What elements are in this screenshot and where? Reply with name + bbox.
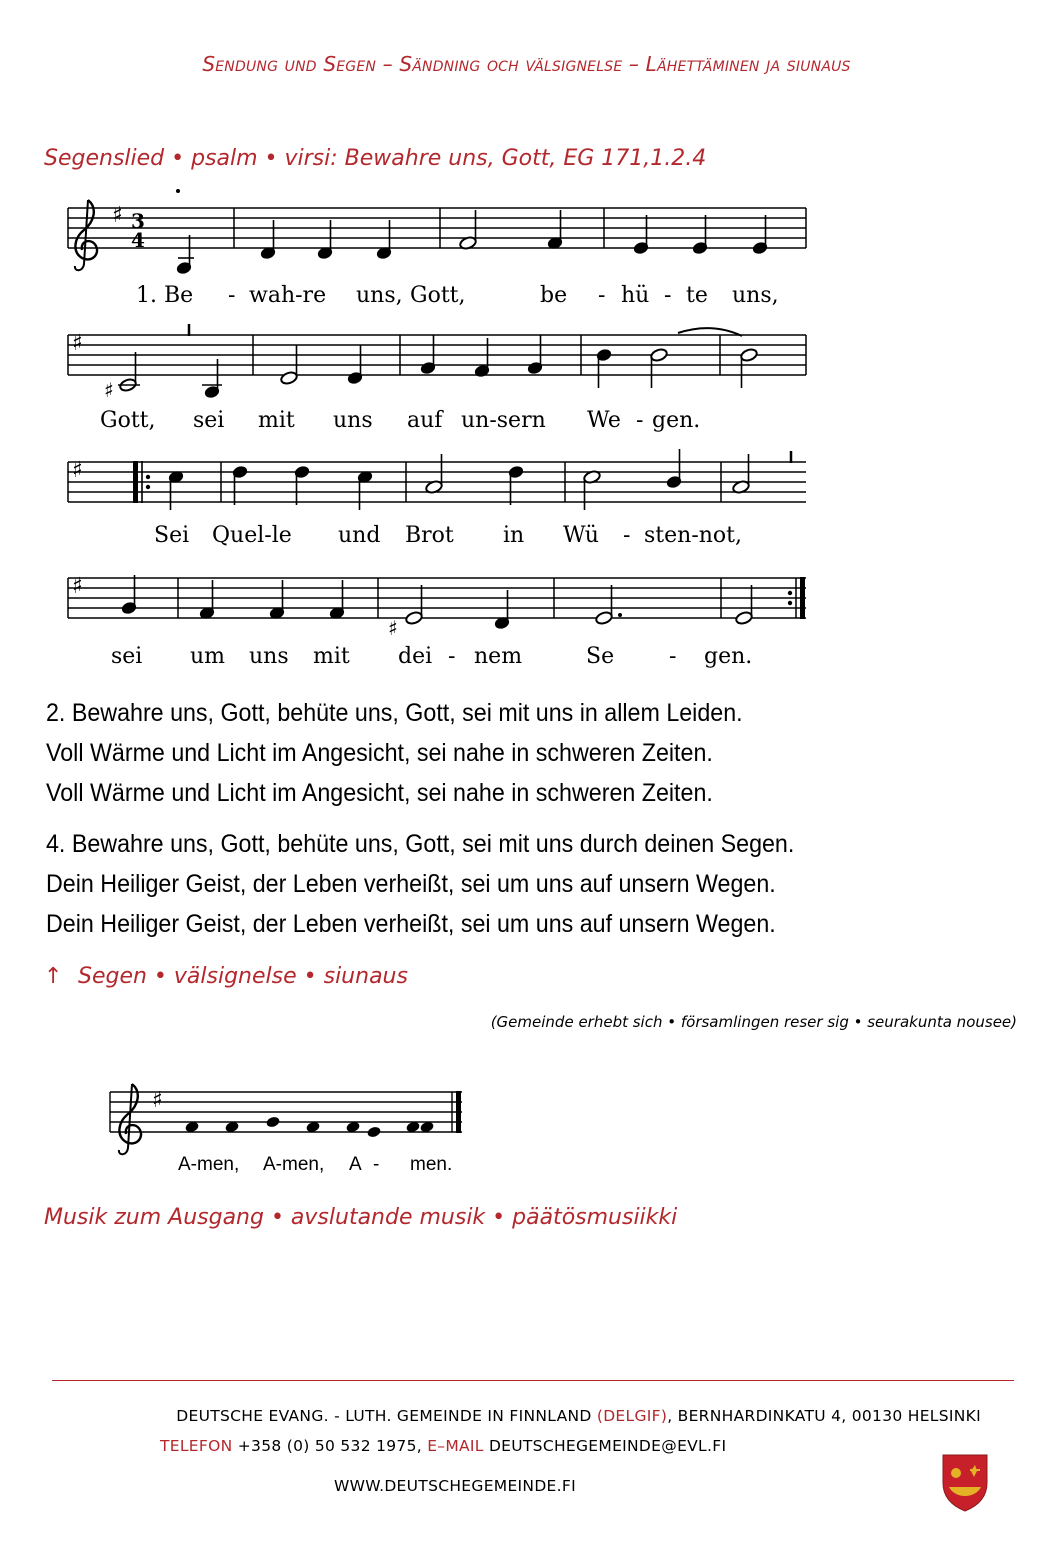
org-name: DEUTSCHE EVANG. - LUTH. GEMEINDE IN FINNLAND — [176, 1407, 597, 1425]
footer-contact — [160, 1437, 726, 1455]
page-header: Sendung und Segen – Sändning och välsignelse – Lähettäminen ja siunaus — [202, 52, 851, 76]
lyric-syllable: gen. — [704, 644, 753, 669]
staff-system-2 — [68, 324, 806, 433]
amen-score — [0, 1060, 520, 1180]
staff-system-4 — [68, 574, 806, 669]
lyric-syllable: wah-re — [249, 283, 327, 308]
sharp-icon: ♯ — [112, 203, 123, 228]
email-address[interactable]: DEUTSCHEGEMEINDE@EVL.FI — [483, 1437, 727, 1455]
time-sig-top: 3 — [131, 209, 145, 233]
repeat-bar — [133, 461, 138, 503]
lyric-syllable: te — [686, 283, 708, 308]
lyric-syllable: und — [338, 523, 381, 548]
lyric-syllable: gen. — [652, 408, 701, 433]
treble-clef-icon — [119, 1084, 141, 1154]
footer-divider — [52, 1380, 1014, 1381]
verse-4 — [46, 824, 794, 944]
lyric-syllable: nem — [474, 644, 523, 669]
lyric-hyphen: - — [636, 408, 644, 433]
lyric-hyphen: - — [669, 644, 677, 669]
verse-line: 2. Bewahre uns, Gott, behüte uns, Gott, sei mit uns in allem Leiden. — [46, 699, 743, 727]
org-abbr: (DELGIF) — [596, 1407, 668, 1425]
blessing-heading: Segen • välsignelse • siunaus — [78, 964, 408, 989]
lyric-hyphen: - — [228, 283, 236, 308]
lyric-syllable: We — [587, 408, 621, 433]
stand-up-arrow-icon: ↑ — [44, 964, 63, 989]
sharp-icon: ♯ — [104, 378, 114, 402]
lyric-syllable: mit — [258, 408, 295, 433]
blessing-rubric: (Gemeinde erhebt sich • församlingen reser sig • seurakunta nousee) — [490, 1013, 1017, 1031]
lyric-syllable: Gott, — [410, 283, 466, 308]
lyric-syllable: sten-not, — [644, 523, 743, 548]
lyric-hyphen: - — [664, 283, 672, 308]
lyric-hyphen: - — [598, 283, 606, 308]
lyric-syllable: A — [349, 1154, 362, 1175]
verse-2 — [46, 693, 743, 813]
verse-line: Dein Heiliger Geist, der Leben verheißt, sei um uns auf unsern Wegen. — [46, 870, 776, 898]
phone-number: +358 (0) 50 532 1975, — [232, 1437, 428, 1455]
final-bar — [456, 1091, 461, 1133]
lyric-syllable: Wü — [563, 523, 599, 548]
lyric-syllable: be — [540, 283, 568, 308]
lyric-hyphen: - — [448, 644, 456, 669]
lyric-syllable: 1. Be — [136, 283, 194, 308]
final-bar — [800, 577, 805, 619]
note — [265, 1115, 280, 1128]
lyric-syllable: uns, — [732, 283, 779, 308]
sharp-icon: ♯ — [388, 616, 398, 640]
sharp-icon: ♯ — [72, 574, 83, 599]
lyric-syllable: in — [503, 523, 525, 548]
lyric-hyphen: - — [373, 1154, 380, 1175]
lyric-syllable: sei — [111, 644, 143, 669]
lyric-syllable: men. — [410, 1154, 453, 1175]
hymn-score — [0, 0, 1053, 690]
lyric-syllable: auf — [407, 408, 443, 433]
footer-organization — [176, 1407, 981, 1425]
lyric-syllable: hü — [621, 283, 650, 308]
note — [366, 1125, 381, 1138]
lyric-syllable: Brot — [405, 523, 454, 548]
song-heading: Segenslied • psalm • virsi: Bewahre uns, Gott, EG 171,1.2.4 — [44, 146, 707, 171]
verse-line: Voll Wärme und Licht im Angesicht, sei nahe in schweren Zeiten. — [46, 739, 713, 767]
sharp-icon: ♯ — [72, 458, 83, 483]
lyric-syllable: dei — [398, 644, 433, 669]
lyric-syllable: um — [190, 644, 226, 669]
lyric-syllable: uns — [333, 408, 373, 433]
footer-website[interactable]: WWW.DEUTSCHEGEMEINDE.FI — [334, 1477, 576, 1495]
sharp-icon: ♯ — [152, 1088, 163, 1113]
staff-system-3 — [68, 449, 806, 548]
lyric-syllable: sei — [193, 408, 225, 433]
treble-clef-icon — [75, 200, 97, 270]
phone-label: TELEFON — [160, 1437, 233, 1455]
lyric-syllable: Quel-le — [212, 523, 292, 548]
verse-line: Dein Heiliger Geist, der Leben verheißt, sei um uns auf unsern Wegen. — [46, 910, 776, 938]
org-address: , BERNHARDINKATU 4, 00130 HELSINKI — [667, 1407, 981, 1425]
postlude-heading: Musik zum Ausgang • avslutande musik • päätösmusiikki — [44, 1205, 678, 1230]
parish-crest-icon — [941, 1453, 989, 1513]
verse-line: 4. Bewahre uns, Gott, behüte uns, Gott, sei mit uns durch deinen Segen. — [46, 830, 795, 858]
lyric-syllable: Sei — [154, 523, 190, 548]
verse-line: Voll Wärme und Licht im Angesicht, sei nahe in schweren Zeiten. — [46, 779, 713, 807]
lyric-syllable: uns, — [356, 283, 403, 308]
lyric-syllable: A-men, — [178, 1154, 240, 1175]
lyric-syllable: Se — [586, 644, 615, 669]
sharp-icon: ♯ — [72, 331, 83, 356]
staff-system-1 — [68, 189, 806, 308]
lyric-syllable: A-men, — [263, 1154, 325, 1175]
time-sig-bottom: 4 — [131, 228, 145, 252]
lyric-hyphen: - — [623, 523, 631, 548]
email-label: E–MAIL — [427, 1437, 484, 1455]
lyric-syllable: mit — [313, 644, 350, 669]
lyric-syllable: uns — [249, 644, 289, 669]
lyric-syllable: Gott, — [100, 408, 156, 433]
lyric-syllable: un-sern — [461, 408, 546, 433]
